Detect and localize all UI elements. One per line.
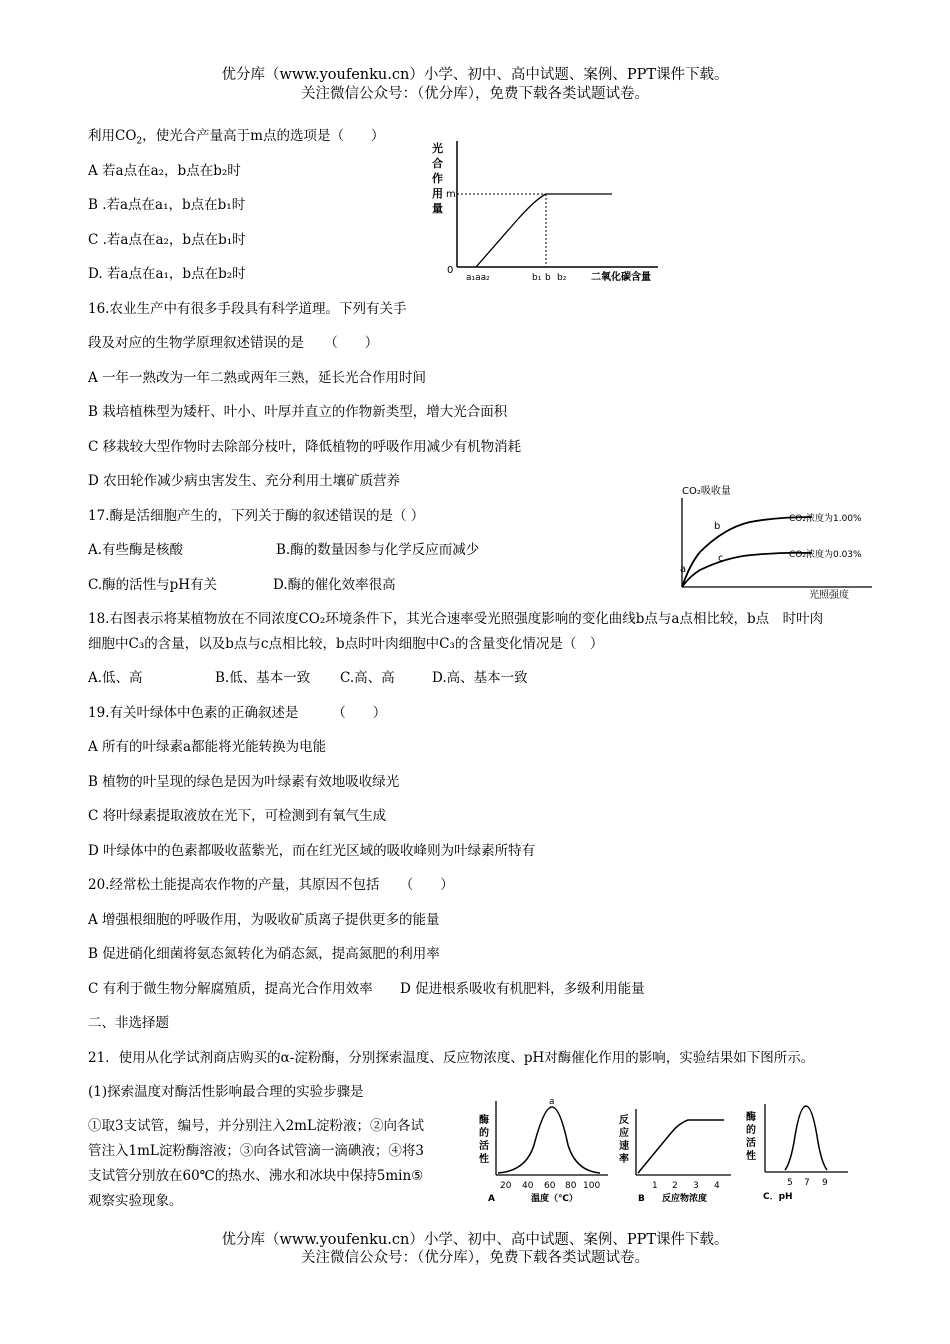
q17-option-b: B.酶的数量因参与化学反应而减少 [276, 542, 480, 558]
q20-option-a: A 增强根细胞的呼吸作用，为吸收矿质离子提供更多的能量 [88, 912, 440, 928]
fig3b-ylabel-2: 应 [619, 1128, 629, 1139]
q15-option-a: A 若a点在a₂，b点在b₂时 [88, 163, 241, 179]
q21-stem: 21．使用从化学试剂商店购买的α-淀粉酶，分别探索温度、反应物浓度、pH对酶催化作用的影响，实验结果如下图所示。 [88, 1050, 815, 1066]
q21-step-line3: 支试管分别放在60℃的热水、沸水和冰块中保持5min⑤ [88, 1168, 424, 1184]
fig2-curve-high-label: CO₂浓度为1.00% [789, 514, 862, 524]
fig3a-xlabel: 温度（℃） [531, 1194, 578, 1204]
q18-option-d: D.高、基本一致 [432, 670, 528, 686]
q15-option-c: C .若a点在a₂，b点在b₁时 [88, 232, 246, 248]
fig3a-tick-100: 100 [583, 1181, 601, 1191]
fig3a-tick-80: 80 [565, 1181, 577, 1191]
enzyme-temperature-graph [476, 1095, 614, 1207]
fig1-a-ticks: a₁aa₂ [466, 273, 490, 283]
fig3a-ylabel-2: 的 [479, 1128, 489, 1139]
footer-line-1: 优分库（www.youfenku.cn）小学、初中、高中试题、案例、PPT课件下载。 [221, 1232, 729, 1248]
q18-stem-line2: 细胞中C₃的含量，以及b点与c点相比较，b点时叶肉细胞中C₃的含量变化情况是（ ） [88, 636, 604, 652]
q19-option-b: B 植物的叶呈现的绿色是因为叶绿素有效地吸收绿光 [88, 774, 400, 790]
q21-step-line2: 管注入1mL淀粉酶溶液；③向各试管滴一滴碘液；④将3 [88, 1143, 424, 1159]
fig3c-ylabel-2: 的 [746, 1125, 756, 1136]
fig3a-tick-20: 20 [500, 1181, 512, 1191]
section-2-heading: 二、非选择题 [88, 1015, 169, 1031]
fig3b-tick-2: 2 [672, 1181, 678, 1191]
fig3b-ylabel-3: 速 [619, 1141, 629, 1152]
fig3c-xlabel: C．pH [763, 1192, 793, 1202]
enzyme-ph-graph [743, 1100, 855, 1205]
fig1-b: b [545, 273, 551, 283]
q17-option-c: C.酶的活性与pH有关 [88, 577, 218, 593]
q20-stem: 20.经常松土能提高农作物的产量，其原因不包括 （ ） [88, 877, 454, 893]
q19-stem: 19.有关叶绿体中色素的正确叙述是 （ ） [88, 705, 387, 721]
fig3c-curve [785, 1106, 827, 1170]
fig3b-xlabel: 反应物浓度 [662, 1194, 708, 1204]
q18-stem-line1: 18.右图表示将某植物放在不同浓度CO₂环境条件下，其光合速率受光照强度影响的变化曲线b点与a点相比较，b点 时叶肉 [88, 611, 824, 627]
q16-option-d: D 农田轮作减少病虫害发生、充分利用土壤矿质营养 [88, 473, 401, 489]
fig3a-panel-label: A [488, 1194, 495, 1204]
fig3c-tick-7: 7 [804, 1178, 810, 1188]
q20-option-d: D 促进根系吸收有机肥料，多级利用能量 [400, 981, 645, 997]
q20-option-c: C 有利于微生物分解腐殖质，提高光合作用效率 [88, 981, 373, 997]
q19-option-c: C 将叶绿素提取液放在光下，可检测到有氧气生成 [88, 808, 387, 824]
co2-absorption-light-graph [672, 480, 880, 602]
q15-option-d: D. 若a点在a₁，b点在b₂时 [88, 266, 246, 282]
fig2-ylabel: CO₂吸收量 [682, 486, 731, 497]
fig3c-tick-9: 9 [822, 1178, 828, 1188]
fig3c-ylabel-4: 性 [746, 1151, 756, 1162]
q16-option-a: A 一年一熟改为一年二熟或两年三熟，延长光合作用时间 [88, 370, 427, 386]
fig1-ylabel-1: 光 [432, 142, 443, 155]
q15-option-b: B .若a点在a₁，b点在b₁时 [88, 197, 246, 213]
q16-stem-line1: 16.农业生产中有很多手段具有科学道理。下列有关手 [88, 301, 407, 317]
fig2-xlabel: 光照强度 [809, 590, 849, 601]
fig3a-ylabel-4: 性 [479, 1154, 489, 1165]
q17-option-d: D.酶的催化效率很高 [273, 577, 396, 593]
fig3b-tick-4: 4 [714, 1181, 720, 1191]
q20-option-b: B 促进硝化细菌将氨态氮转化为硝态氮，提高氮肥的利用率 [88, 946, 440, 962]
q19-option-d: D 叶绿体中的色素都吸收蓝紫光，而在红光区域的吸收峰则为叶绿素所特有 [88, 843, 536, 859]
fig3c-tick-5: 5 [787, 1178, 793, 1188]
footer-line-2: 关注微信公众号：（优分库），免费下载各类试题试卷。 [301, 1250, 649, 1266]
fig2-point-a: a [680, 564, 687, 575]
fig2-point-c: c [718, 553, 724, 564]
fig3a-tick-60: 60 [544, 1181, 556, 1191]
fig3a-ylabel-3: 活 [479, 1141, 489, 1152]
fig3a-ylabel-1: 酶 [479, 1115, 489, 1126]
fig1-b2: b₂ [557, 273, 567, 283]
fig3b-ylabel-4: 率 [619, 1154, 629, 1165]
fig1-origin: 0 [447, 265, 454, 276]
q16-option-c: C 移栽较大型作物时去除部分枝叶，降低植物的呼吸作用减少有机物消耗 [88, 439, 522, 455]
fig3b-tick-3: 3 [693, 1181, 699, 1191]
q15-stem: 利用$CO_2$，使光合产量高于m点的选项是（ ） [88, 128, 385, 147]
fig3c-ylabel-3: 活 [746, 1138, 756, 1149]
fig3b-curve [638, 1120, 724, 1173]
fig3c-ylabel-1: 酶 [746, 1112, 756, 1123]
q17-stem: 17.酶是活细胞产生的，下列关于酶的叙述错误的是（ ） [88, 508, 425, 524]
fig1-ylabel-4: 用 [432, 187, 443, 200]
fig1-curve [476, 194, 612, 267]
q21-subquestion-1: (1)探索温度对酶活性影响最合理的实验步骤是 [88, 1084, 364, 1100]
q16-stem-line2: 段及对应的生物学原理叙述错误的是 （ ） [88, 335, 379, 351]
q16-option-b: B 栽培植株型为矮杆、叶小、叶厚并直立的作物新类型，增大光合面积 [88, 404, 508, 420]
fig1-m-label: m [446, 189, 456, 200]
q21-step-line4: 观察实验现象。 [88, 1193, 183, 1209]
q18-option-a: A.低、高 [88, 670, 143, 686]
fig3b-tick-1: 1 [652, 1181, 658, 1191]
fig1-xlabel: 二氧化碳含量 [591, 272, 651, 283]
q18-option-c: C.高、高 [340, 670, 395, 686]
fig1-ylabel-3: 作 [432, 172, 443, 185]
co2-photosynthesis-graph [426, 137, 666, 287]
q19-option-a: A 所有的叶绿素a都能将光能转换为电能 [88, 739, 327, 755]
q18-option-b: B.低、基本一致 [215, 670, 311, 686]
header-line-1: 优分库（www.youfenku.cn）小学、初中、高中试题、案例、PPT课件下载。 [221, 67, 729, 83]
fig2-curve-low-label: CO₂浓度为0.03% [789, 550, 862, 560]
q17-option-a: A.有些酶是核酸 [88, 542, 184, 558]
q21-step-line1: ①取3支试管，编号，并分别注入2mL淀粉液；②向各试 [88, 1118, 424, 1134]
fig3a-peak-label: a [549, 1097, 555, 1107]
reaction-rate-concentration-graph [616, 1105, 736, 1207]
fig3b-ylabel-1: 反 [619, 1115, 629, 1126]
fig1-b1: b₁ [532, 273, 542, 283]
fig2-point-b: b [714, 521, 721, 532]
fig3a-curve [498, 1107, 600, 1173]
fig1-ylabel-2: 合 [432, 157, 443, 170]
fig3a-tick-40: 40 [522, 1181, 534, 1191]
header-line-2: 关注微信公众号：（优分库），免费下载各类试题试卷。 [301, 86, 649, 102]
fig3b-panel-label: B [638, 1194, 645, 1204]
fig1-ylabel-5: 量 [432, 202, 443, 215]
